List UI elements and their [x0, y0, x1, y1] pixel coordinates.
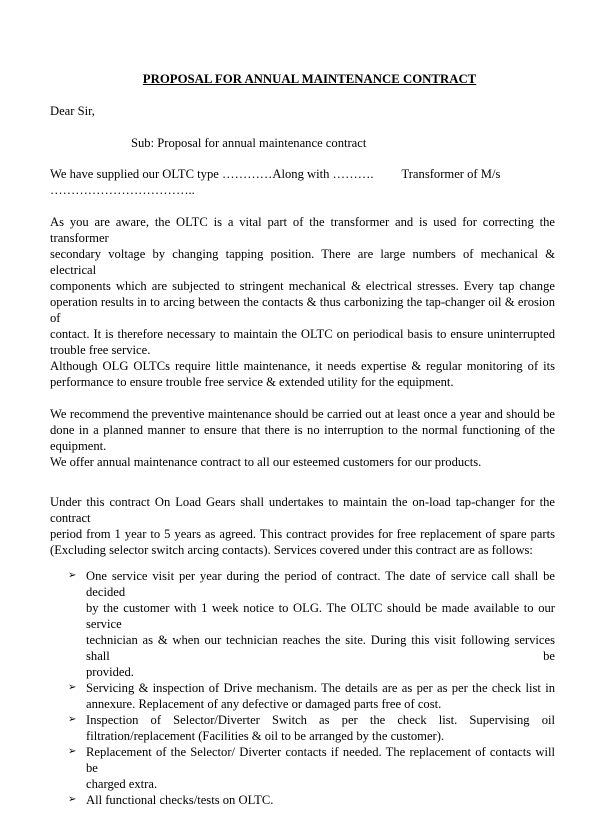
arrow-bullet-icon: ➢	[68, 682, 77, 693]
text-line: filtration/replacement (Facilities & oil to be arranged by the customer).	[86, 729, 445, 743]
text-line: period from 1 year to 5 years as agreed. This contract provides for free replacement of spare parts	[50, 527, 555, 541]
text-line: annexure. Replacement of any defective or damaged parts free of cost.	[86, 697, 442, 711]
text-line: (Excluding selector switch arcing contacts). Services covered under this contract are as follows:	[50, 543, 533, 557]
text-line: Although OLG OLTCs require little maintenance, it needs expertise & regular monitoring of its	[50, 359, 555, 373]
service-list-item	[68, 568, 555, 680]
text-line: performance to ensure trouble free service & extended utility for the equipment.	[50, 375, 454, 389]
text-line: Inspection of Selector/Diverter Switch as per the check list. Supervising oil	[86, 713, 555, 727]
text-line: contact. It is therefore necessary to maintain the OLTC on periodical basis to ensure uninterrupted	[50, 327, 555, 341]
text-line: components which are subjected to stringent mechanical & electrical stresses. Every tap change	[50, 279, 555, 293]
text-line: equipment.	[50, 439, 107, 453]
paragraph-oltc-importance	[50, 214, 555, 390]
arrow-bullet-icon: ➢	[68, 746, 77, 757]
arrow-bullet-icon: ➢	[68, 570, 77, 581]
salutation: Dear Sir,	[50, 104, 95, 118]
arrow-bullet-icon: ➢	[68, 794, 77, 805]
text-line: trouble free service.	[50, 343, 151, 357]
supply-line-part2: Transformer of M/s	[401, 167, 501, 181]
service-list-item	[68, 712, 555, 744]
document-title: PROPOSAL FOR ANNUAL MAINTENANCE CONTRACT	[142, 72, 477, 86]
text-line: We recommend the preventive maintenance should be carried out at least once a year and should be	[50, 407, 555, 421]
text-line: One service visit per year during the period of contract. The date of service call shall be decided	[86, 569, 555, 599]
supply-line-dots: ……………………………..	[50, 183, 195, 197]
supply-line	[50, 166, 555, 182]
supply-line-part1: We have supplied our OLTC type …………Along with ……….	[50, 167, 374, 181]
paragraph-contract-terms	[50, 494, 555, 558]
text-line: technician as & when our technician reaches the site. During this visit following services shall be	[86, 633, 555, 663]
text-line: We offer annual maintenance contract to all our esteemed customers for our products.	[50, 455, 482, 469]
text-line: secondary voltage by changing tapping position. There are large numbers of mechanical & electrical	[50, 247, 555, 277]
text-line: As you are aware, the OLTC is a vital part of the transformer and is used for correcting the transformer	[50, 215, 555, 245]
text-line: All functional checks/tests on OLTC.	[86, 793, 274, 807]
text-line: Under this contract On Load Gears shall undertakes to maintain the on-load tap-changer for the contract	[50, 495, 555, 525]
text-line: done in a planned manner to ensure that there is no interruption to the normal functioning of the	[50, 423, 555, 437]
service-list-item	[68, 792, 555, 808]
text-line: Replacement of the Selector/ Diverter contacts if needed. The replacement of contacts will be	[86, 745, 555, 775]
text-line: operation results in to arcing between the contacts & thus carbonizing the tap-changer oil & erosion of	[50, 295, 555, 325]
text-line: provided.	[86, 665, 134, 679]
arrow-bullet-icon: ➢	[68, 714, 77, 725]
paragraph-recommendation	[50, 406, 555, 470]
service-list-item	[68, 680, 555, 712]
services-list	[68, 568, 555, 808]
subject-line: Sub: Proposal for annual maintenance contract	[131, 136, 367, 150]
service-list-item	[68, 744, 555, 792]
text-line: charged extra.	[86, 777, 158, 791]
text-line: Servicing & inspection of Drive mechanism. The details are as per as per the check list in	[86, 681, 555, 695]
text-line: by the customer with 1 week notice to OLG. The OLTC should be made available to our service	[86, 601, 555, 631]
